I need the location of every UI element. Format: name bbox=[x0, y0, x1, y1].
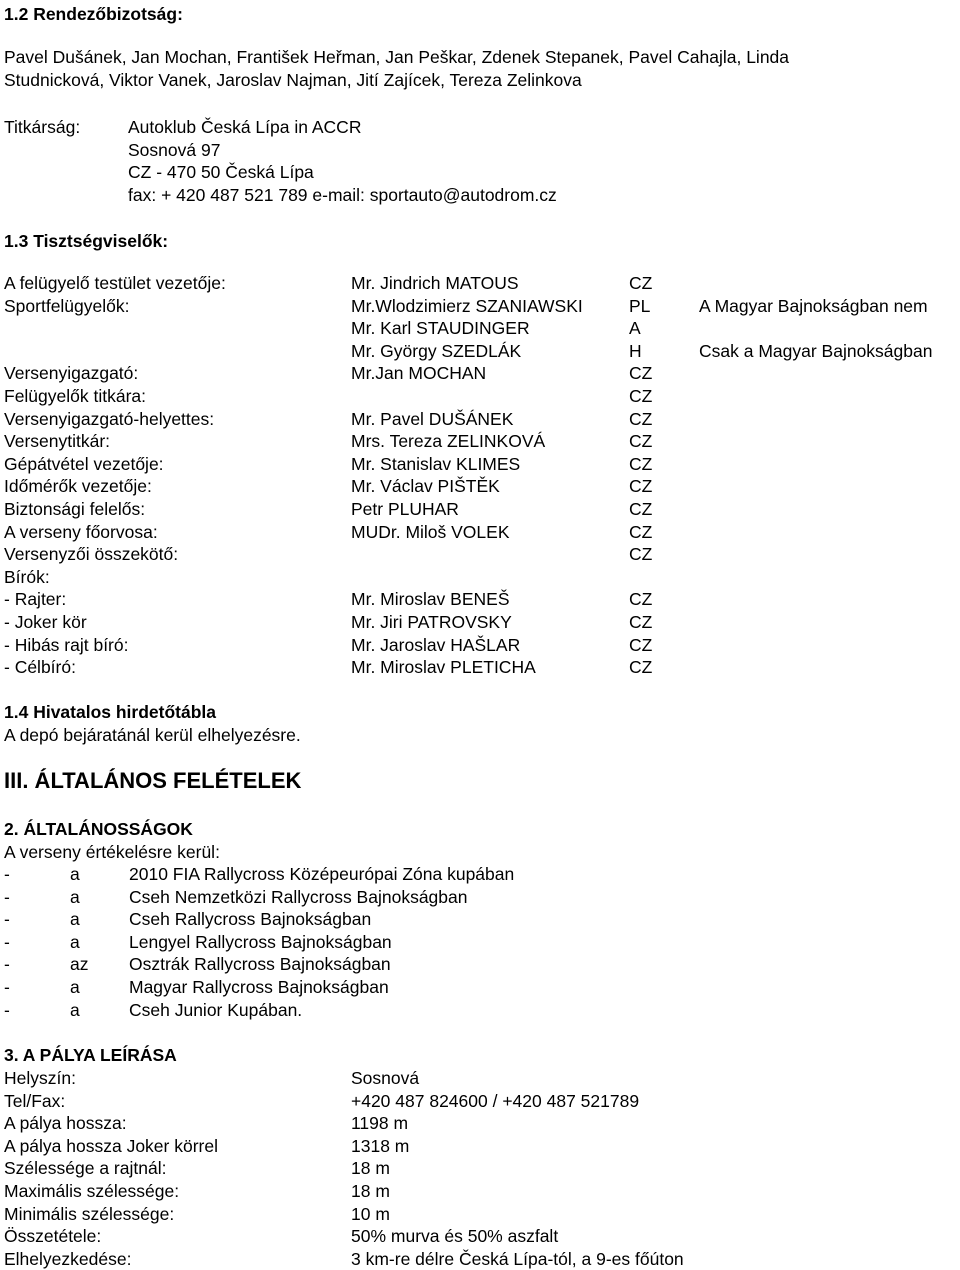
official-name: Mr. Jindrich MATOUS bbox=[351, 273, 519, 293]
series-name: Cseh Nemzetközi Rallycross Bajnokságban bbox=[129, 886, 468, 907]
track-property-row bbox=[4, 1136, 960, 1156]
track-property-value: 50% murva és 50% aszfalt bbox=[351, 1226, 559, 1247]
track-property-label: A pálya hossza Joker körrel bbox=[4, 1135, 218, 1156]
official-name: Mr. Miroslav PLETICHA bbox=[351, 657, 536, 678]
official-row bbox=[4, 341, 960, 361]
track-property-label: Szélessége a rajtnál: bbox=[4, 1158, 167, 1179]
series-name: Magyar Rallycross Bajnokságban bbox=[129, 977, 389, 997]
track-property-label: Minimális szélessége: bbox=[4, 1203, 175, 1224]
official-country: CZ bbox=[629, 499, 653, 519]
official-row bbox=[4, 635, 960, 655]
official-country: CZ bbox=[629, 589, 653, 610]
track-property-value: 3 km-re délre Česká Lípa-tól, a 9-es főúton bbox=[351, 1248, 684, 1269]
official-note: Csak a Magyar Bajnokságban bbox=[699, 340, 933, 361]
section-2-title: 2. ÁLTALÁNOSSÁGOK bbox=[4, 819, 193, 839]
series-name: Cseh Junior Kupában. bbox=[129, 999, 303, 1020]
official-row bbox=[4, 318, 960, 338]
official-role: Gépátvétel vezetője: bbox=[4, 453, 164, 474]
track-property-label: Tel/Fax: bbox=[4, 1090, 66, 1111]
track-property-row bbox=[4, 1091, 960, 1111]
secretariat-address-line: Autoklub Česká Lípa in ACCR bbox=[128, 117, 362, 137]
track-property-value: 10 m bbox=[351, 1203, 390, 1224]
section-3-title: 3. A PÁLYA LEÍRÁSA bbox=[4, 1045, 177, 1065]
official-name: Mr. Karl STAUDINGER bbox=[351, 318, 530, 339]
series-item bbox=[4, 887, 960, 907]
series-name: Cseh Rallycross Bajnokságban bbox=[129, 909, 372, 930]
series-item bbox=[4, 977, 960, 997]
official-role: Időmérők vezetője: bbox=[4, 476, 152, 497]
track-property-value: Sosnová bbox=[351, 1068, 420, 1088]
track-property-row bbox=[4, 1113, 960, 1133]
official-name: Mr. György SZEDLÁK bbox=[351, 340, 522, 361]
official-country: PL bbox=[629, 295, 651, 316]
official-role: Biztonsági felelős: bbox=[4, 499, 146, 519]
notice-board-text: A depó bejáratánál kerül elhelyezésre. bbox=[4, 725, 301, 745]
series-dash: - bbox=[4, 977, 10, 997]
official-country: CZ bbox=[629, 453, 653, 474]
track-property-row bbox=[4, 1226, 960, 1246]
official-row bbox=[4, 567, 960, 587]
official-role: - Célbíró: bbox=[4, 657, 76, 678]
series-name: Lengyel Rallycross Bajnokságban bbox=[129, 931, 392, 952]
series-dash: - bbox=[4, 931, 10, 952]
series-item bbox=[4, 864, 960, 884]
official-name: Mr. Václav PIŠTĚK bbox=[351, 476, 500, 497]
official-role: A felügyelő testület vezetője: bbox=[4, 273, 226, 293]
official-country: CZ bbox=[629, 431, 653, 452]
official-note: A Magyar Bajnokságban nem bbox=[699, 295, 928, 316]
official-country: A bbox=[629, 318, 641, 339]
track-property-value: 1198 m bbox=[351, 1113, 409, 1134]
official-country: CZ bbox=[629, 273, 653, 293]
official-name: Mr. Jiri PATROVSKY bbox=[351, 612, 512, 632]
official-row bbox=[4, 544, 960, 564]
official-country: CZ bbox=[629, 408, 653, 429]
official-country: CZ bbox=[629, 657, 653, 678]
official-role: - Hibás rajt bíró: bbox=[4, 634, 129, 655]
official-row bbox=[4, 409, 960, 429]
track-property-value: 18 m bbox=[351, 1181, 390, 1201]
series-dash: - bbox=[4, 886, 10, 907]
official-role: Sportfelügyelők: bbox=[4, 295, 130, 316]
secretariat-contact-line: fax: + 420 487 521 789 e-mail: sportauto@autodrom.cz bbox=[128, 185, 557, 205]
official-country: CZ bbox=[629, 363, 653, 384]
track-property-value: 1318 m bbox=[351, 1135, 410, 1156]
section-2-intro: A verseny értékelésre kerül: bbox=[4, 842, 220, 862]
series-dash: - bbox=[4, 999, 10, 1020]
series-article: a bbox=[70, 886, 80, 907]
secretariat-address-line: Sosnová 97 bbox=[128, 140, 221, 160]
official-name: Mr. Jaroslav HAŠLAR bbox=[351, 634, 521, 655]
official-name: MUDr. Miloš VOLEK bbox=[351, 521, 510, 542]
secretariat-address-line: CZ - 470 50 Česká Lípa bbox=[128, 162, 314, 182]
series-article: a bbox=[70, 864, 80, 884]
track-property-row bbox=[4, 1204, 960, 1224]
secretariat-label: Titkárság: bbox=[4, 117, 81, 137]
section-1-3-title: 1.3 Tisztségviselők: bbox=[4, 231, 169, 251]
track-property-label: Helyszín: bbox=[4, 1068, 76, 1088]
official-role: Versenyigazgató-helyettes: bbox=[4, 408, 215, 429]
official-name: Mr. Pavel DUŠÁNEK bbox=[351, 408, 514, 429]
official-country: CZ bbox=[629, 634, 653, 655]
track-property-label: Elhelyezkedése: bbox=[4, 1248, 132, 1269]
series-name: 2010 FIA Rallycross Középeurópai Zóna kupában bbox=[129, 864, 515, 884]
official-country: CZ bbox=[629, 612, 653, 632]
series-dash: - bbox=[4, 909, 10, 930]
series-dash: - bbox=[4, 864, 10, 884]
series-article: a bbox=[70, 909, 80, 930]
official-role: Felügyelők titkára: bbox=[4, 386, 147, 406]
official-row bbox=[4, 499, 960, 519]
official-country: CZ bbox=[629, 521, 653, 542]
official-row bbox=[4, 386, 960, 406]
track-property-row bbox=[4, 1249, 960, 1269]
track-property-label: Maximális szélessége: bbox=[4, 1181, 180, 1201]
official-row bbox=[4, 454, 960, 474]
series-article: a bbox=[70, 977, 80, 997]
part-3-title: III. ÁLTALÁNOS FELÉTELEK bbox=[4, 768, 302, 793]
committee-members-line-1: Pavel Dušánek, Jan Mochan, František Heřman, Jan Peškar, Zdenek Stepanek, Pavel Cahajla, Linda bbox=[4, 47, 790, 67]
section-1-4-title: 1.4 Hivatalos hirdetőtábla bbox=[4, 702, 217, 722]
series-item bbox=[4, 932, 960, 952]
official-country: CZ bbox=[629, 544, 653, 565]
track-property-row bbox=[4, 1158, 960, 1178]
official-name: Mr.Jan MOCHAN bbox=[351, 363, 487, 384]
official-row bbox=[4, 296, 960, 316]
track-property-row bbox=[4, 1181, 960, 1201]
track-property-label: Összetétele: bbox=[4, 1226, 102, 1247]
official-role: Versenyigazgató: bbox=[4, 363, 139, 384]
official-row bbox=[4, 589, 960, 609]
series-item bbox=[4, 1000, 960, 1020]
official-country: CZ bbox=[629, 476, 653, 497]
official-row bbox=[4, 363, 960, 383]
series-article: a bbox=[70, 999, 80, 1020]
series-name: Osztrák Rallycross Bajnokságban bbox=[129, 954, 391, 975]
official-role: A verseny főorvosa: bbox=[4, 521, 158, 542]
series-article: a bbox=[70, 931, 80, 952]
official-role: - Rajter: bbox=[4, 589, 67, 610]
track-property-value: 18 m bbox=[351, 1158, 390, 1179]
official-name: Mrs. Tereza ZELINKOVÁ bbox=[351, 431, 546, 452]
committee-members-line-2: Studnicková, Viktor Vanek, Jaroslav Najman, Jití Zajícek, Tereza Zelinkova bbox=[4, 70, 582, 90]
track-property-label: A pálya hossza: bbox=[4, 1113, 127, 1134]
official-name: Mr. Stanislav KLIMES bbox=[351, 453, 521, 474]
official-country: H bbox=[629, 340, 642, 361]
official-row bbox=[4, 273, 960, 293]
series-item bbox=[4, 909, 960, 929]
official-role: Versenyzői összekötő: bbox=[4, 544, 179, 565]
official-role: Versenytitkár: bbox=[4, 431, 111, 452]
official-row bbox=[4, 476, 960, 496]
official-name: Mr. Miroslav BENEŠ bbox=[351, 589, 510, 610]
series-article: az bbox=[70, 954, 89, 975]
official-role: Bírók: bbox=[4, 566, 50, 587]
official-role: - Joker kör bbox=[4, 612, 87, 632]
official-row bbox=[4, 522, 960, 542]
series-dash: - bbox=[4, 954, 10, 975]
track-property-row bbox=[4, 1068, 960, 1088]
official-name: Mr.Wlodzimierz SZANIAWSKI bbox=[351, 295, 583, 316]
section-1-2-title: 1.2 Rendezőbizotság: bbox=[4, 4, 183, 24]
official-row bbox=[4, 657, 960, 677]
official-row bbox=[4, 431, 960, 451]
track-property-value: +420 487 824600 / +420 487 521789 bbox=[351, 1090, 640, 1111]
series-item bbox=[4, 954, 960, 974]
official-name: Petr PLUHAR bbox=[351, 499, 459, 519]
official-country: CZ bbox=[629, 386, 653, 406]
official-row bbox=[4, 612, 960, 632]
